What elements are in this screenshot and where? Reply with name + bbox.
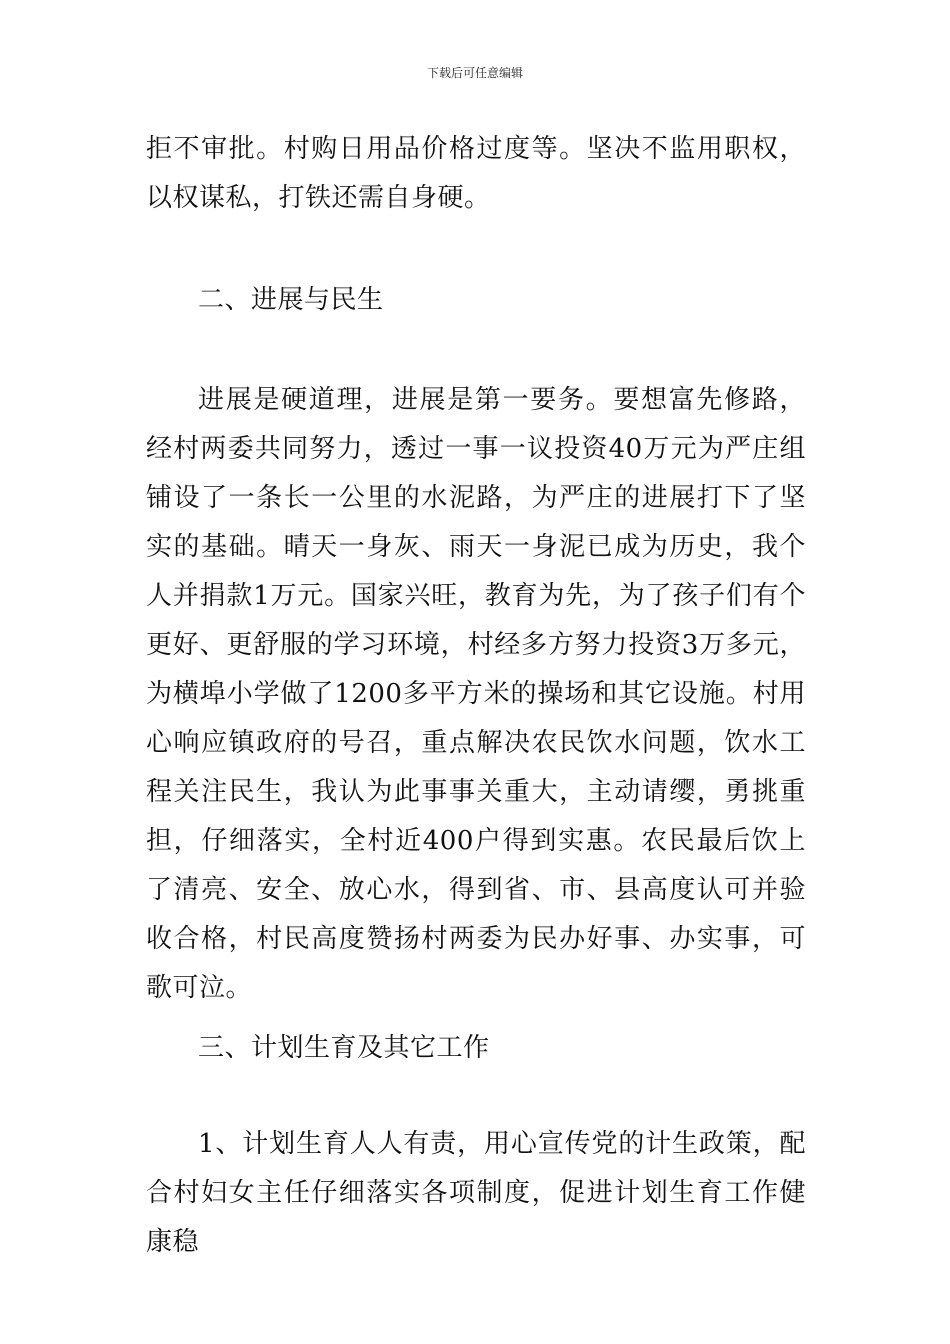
- item-one-paragraph: 1、计划生育人人有责，用心宣传党的计生政策，配合村妇女主任仔细落实各项制度，促进计划生育工作健康稳: [146, 1129, 806, 1257]
- section-two-heading: 二、进展与民生: [198, 285, 384, 315]
- development-paragraph: 进展是硬道理，进展是第一要务。要想富先修路，经村两委共同努力，透过一事一议投资40万元为严庄组铺设了一条长一公里的水泥路，为严庄的进展打下了坚实的基础。晴天一身灰、雨天一身泥已成为历史，我个人并捐款1万元。国家兴旺，教育为先，为了孩子们有个更好、更舒服的学习环境，村经多方努力投资3万多元，为横埠小学做了1200多平方米的操场和其它设施。村用心响应镇政府的号召，重点解决农民饮水问题，饮水工程关注民生，我认为此事事关重大，主动请缨，勇挑重担，仔细落实，全村近400户得到实惠。农民最后饮上了清亮、安全、放心水，得到省、市、县高度认可并验收合格，村民高度赞扬村两委为民办好事、办实事，可歌可泣。: [146, 385, 806, 1003]
- page-header-note: 下载后可任意编辑: [426, 66, 523, 80]
- intro-paragraph: 拒不审批。村购日用品价格过度等。坚决不监用职权，以权谋私，打铁还需自身硬。: [146, 134, 806, 213]
- section-three-heading: 三、计划生育及其它工作: [198, 1033, 490, 1063]
